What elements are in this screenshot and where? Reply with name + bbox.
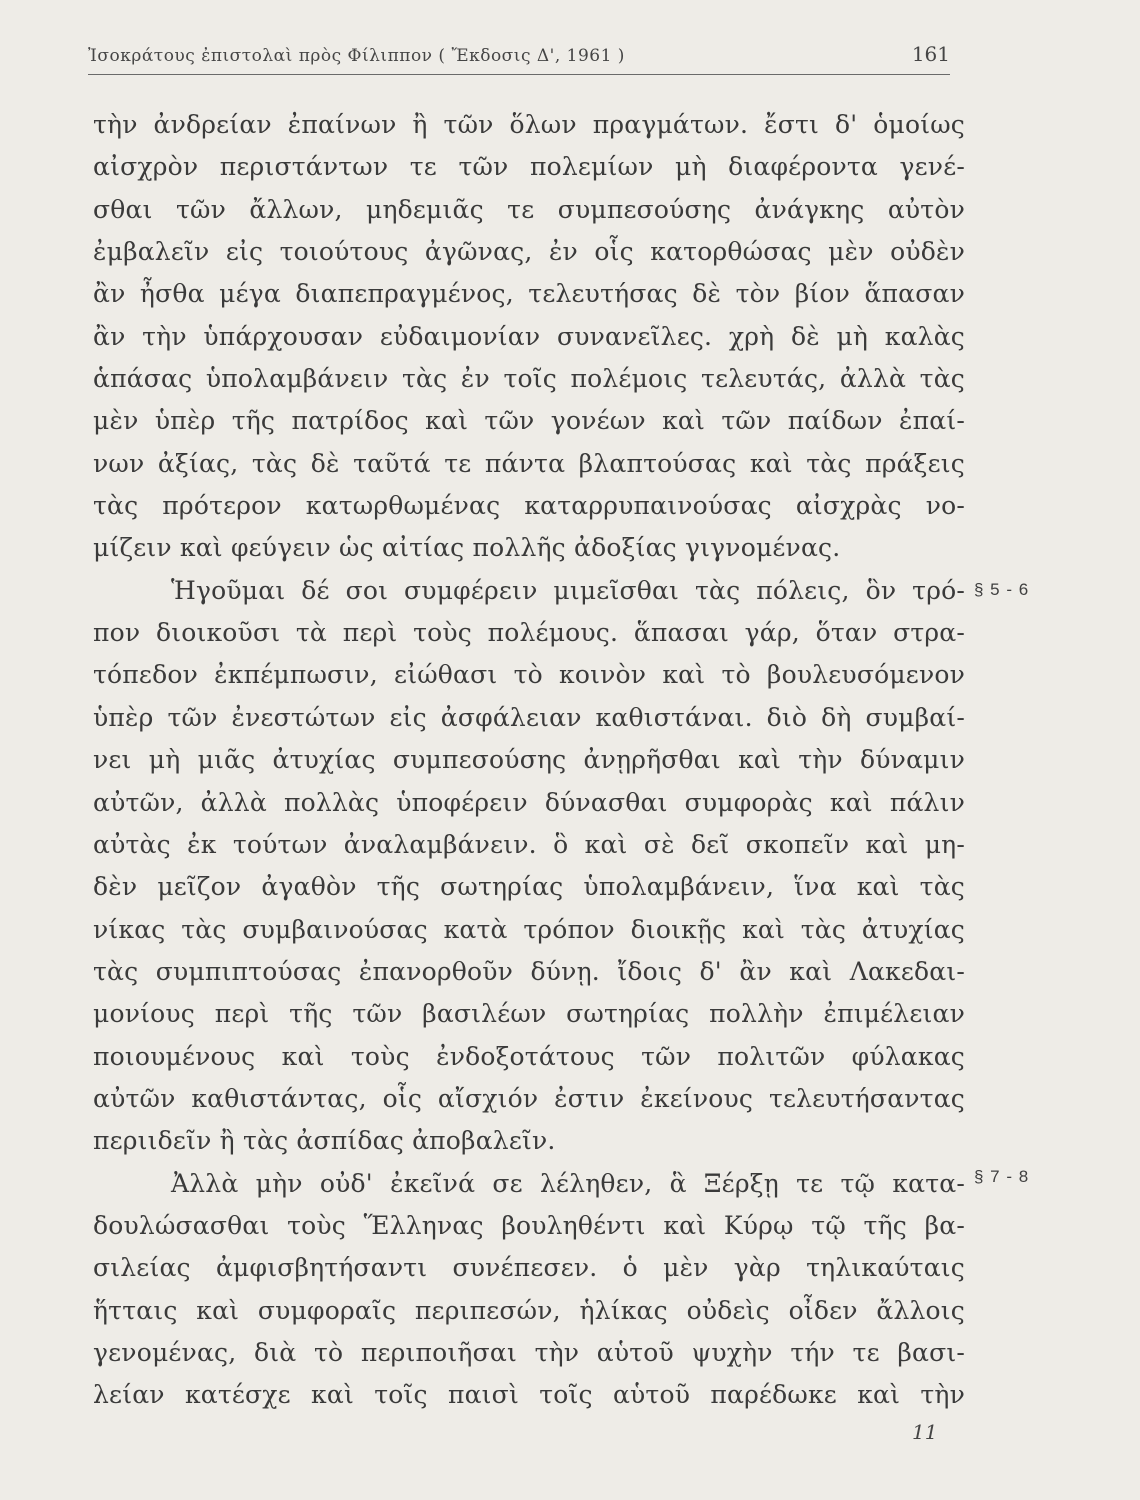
text-line: ἐμβαλεῖν εἰς τοιούτους ἀγῶνας, ἐν οἷς κατορθώσας μὲν οὐδὲν [93, 237, 965, 267]
text-line: τόπεδον ἐκπέμπωσιν, εἰώθασι τὸ κοινὸν καὶ τὸ βουλευσόμενον [93, 660, 965, 690]
text-line: ἁπάσας ὑπολαμβάνειν τὰς ἐν τοῖς πολέμοις τελευτάς, ἀλλὰ τὰς [93, 364, 965, 394]
body-text [93, 104, 965, 1417]
text-line: ὑπὲρ τῶν ἐνεστώτων εἰς ἀσφάλειαν καθιστάναι. διὸ δὴ συμβαί- [93, 702, 965, 732]
page-number: 161 [911, 42, 950, 66]
text-line: αὐτῶν καθιστάντας, οἷς αἴσχιόν ἐστιν ἐκείνους τελευτήσαντας [93, 1083, 965, 1113]
text-line: νει μὴ μιᾶς ἀτυχίας συμπεσούσης ἀνῃρῆσθαι καὶ τὴν δύναμιν [93, 745, 965, 775]
text-line: ἥτταις καὶ συμφοραῖς περιπεσών, ἡλίκας οὐδεὶς οἶδεν ἄλλοις [93, 1295, 965, 1325]
paragraph-first-line: Ἡγοῦμαι δέ σοι συμφέρειν μιμεῖσθαι τὰς πόλεις, ὃν τρό- [171, 575, 965, 605]
text-line: ποιουμένους καὶ τοὺς ἐνδοξοτάτους τῶν πολιτῶν φύλακας [93, 1041, 965, 1071]
text-line: σθαι τῶν ἄλλων, μηδεμιᾶς τε συμπεσούσης ἀνάγκης αὐτὸν [93, 194, 965, 224]
text-line: μίζειν καὶ φεύγειν ὡς αἰτίας πολλῆς ἀδοξίας γιγνομένας. [93, 533, 841, 563]
text-line: νων ἀξίας, τὰς δὲ ταῦτά τε πάντα βλαπτούσας καὶ τὰς πράξεις [93, 448, 965, 478]
text-line: δὲν μεῖζον ἀγαθὸν τῆς σωτηρίας ὑπολαμβάνειν, ἵνα καὶ τὰς [93, 872, 965, 902]
margin-section-note: § 7 - 8 [974, 1167, 1030, 1186]
text-line: τὰς συμπιπτούσας ἐπανορθοῦν δύνῃ. ἴδοις δ' ἂν καὶ Λακεδαι- [93, 956, 965, 986]
text-line: δουλώσασθαι τοὺς Ἕλληνας βουληθέντι καὶ Κύρῳ τῷ τῆς βα- [93, 1210, 965, 1240]
text-line: νίκας τὰς συμβαινούσας κατὰ τρόπον διοικῇς καὶ τὰς ἀτυχίας [93, 914, 965, 944]
text-line: τὴν ἀνδρείαν ἐπαίνων ἢ τῶν ὅλων πραγμάτων. ἔστι δ' ὁμοίως [93, 110, 965, 139]
running-header [88, 40, 950, 75]
text-line: σιλείας ἀμφισβητήσαντι συνέπεσεν. ὁ μὲν γὰρ τηλικαύταις [93, 1253, 965, 1283]
text-line: τὰς πρότερον κατωρθωμένας καταρρυπαινούσας αἰσχρὰς νο- [93, 491, 965, 521]
text-line: αὐτὰς ἐκ τούτων ἀναλαμβάνειν. ὃ καὶ σὲ δεῖ σκοπεῖν καὶ μη- [93, 829, 965, 859]
text-line: αἰσχρὸν περιστάντων τε τῶν πολεμίων μὴ διαφέροντα γενέ- [93, 152, 965, 182]
text-line: αὐτῶν, ἀλλὰ πολλὰς ὑποφέρειν δύνασθαι συμφορὰς καὶ πάλιν [93, 787, 965, 817]
text-line: ἂν ἦσθα μέγα διαπεπραγμένος, τελευτήσας δὲ τὸν βίον ἅπασαν [93, 279, 965, 309]
text-line: γενομένας, διὰ τὸ περιποιῆσαι τὴν αὑτοῦ ψυχὴν τήν τε βασι- [93, 1337, 965, 1367]
running-title: Ἰσοκράτους ἐπιστολαὶ πρὸς Φίλιππον ( Ἔκδοσις Δ', 1961 ) [88, 46, 625, 66]
text-line: λείαν κατέσχε καὶ τοῖς παισὶ τοῖς αὑτοῦ παρέδωκε καὶ τὴν [93, 1380, 965, 1410]
signature-mark: 11 [912, 1420, 938, 1444]
text-line: μὲν ὑπὲρ τῆς πατρίδος καὶ τῶν γονέων καὶ τῶν παίδων ἐπαί- [93, 406, 965, 436]
text-line: περιιδεῖν ἢ τὰς ἀσπίδας ἀποβαλεῖν. [93, 1126, 556, 1156]
text-line: πον διοικοῦσι τὰ περὶ τοὺς πολέμους. ἅπασαι γάρ, ὅταν στρα- [93, 618, 965, 648]
margin-section-note: § 5 - 6 [974, 580, 1030, 599]
text-line: ἂν τὴν ὑπάρχουσαν εὐδαιμονίαν συνανεῖλες. χρὴ δὲ μὴ καλὰς [93, 321, 965, 351]
text-line: μονίους περὶ τῆς τῶν βασιλέων σωτηρίας πολλὴν ἐπιμέλειαν [93, 999, 965, 1029]
paragraph-first-line: Ἀλλὰ μὴν οὐδ' ἐκεῖνά σε λέληθεν, ἃ Ξέρξῃ τε τῷ κατα- [171, 1168, 965, 1198]
